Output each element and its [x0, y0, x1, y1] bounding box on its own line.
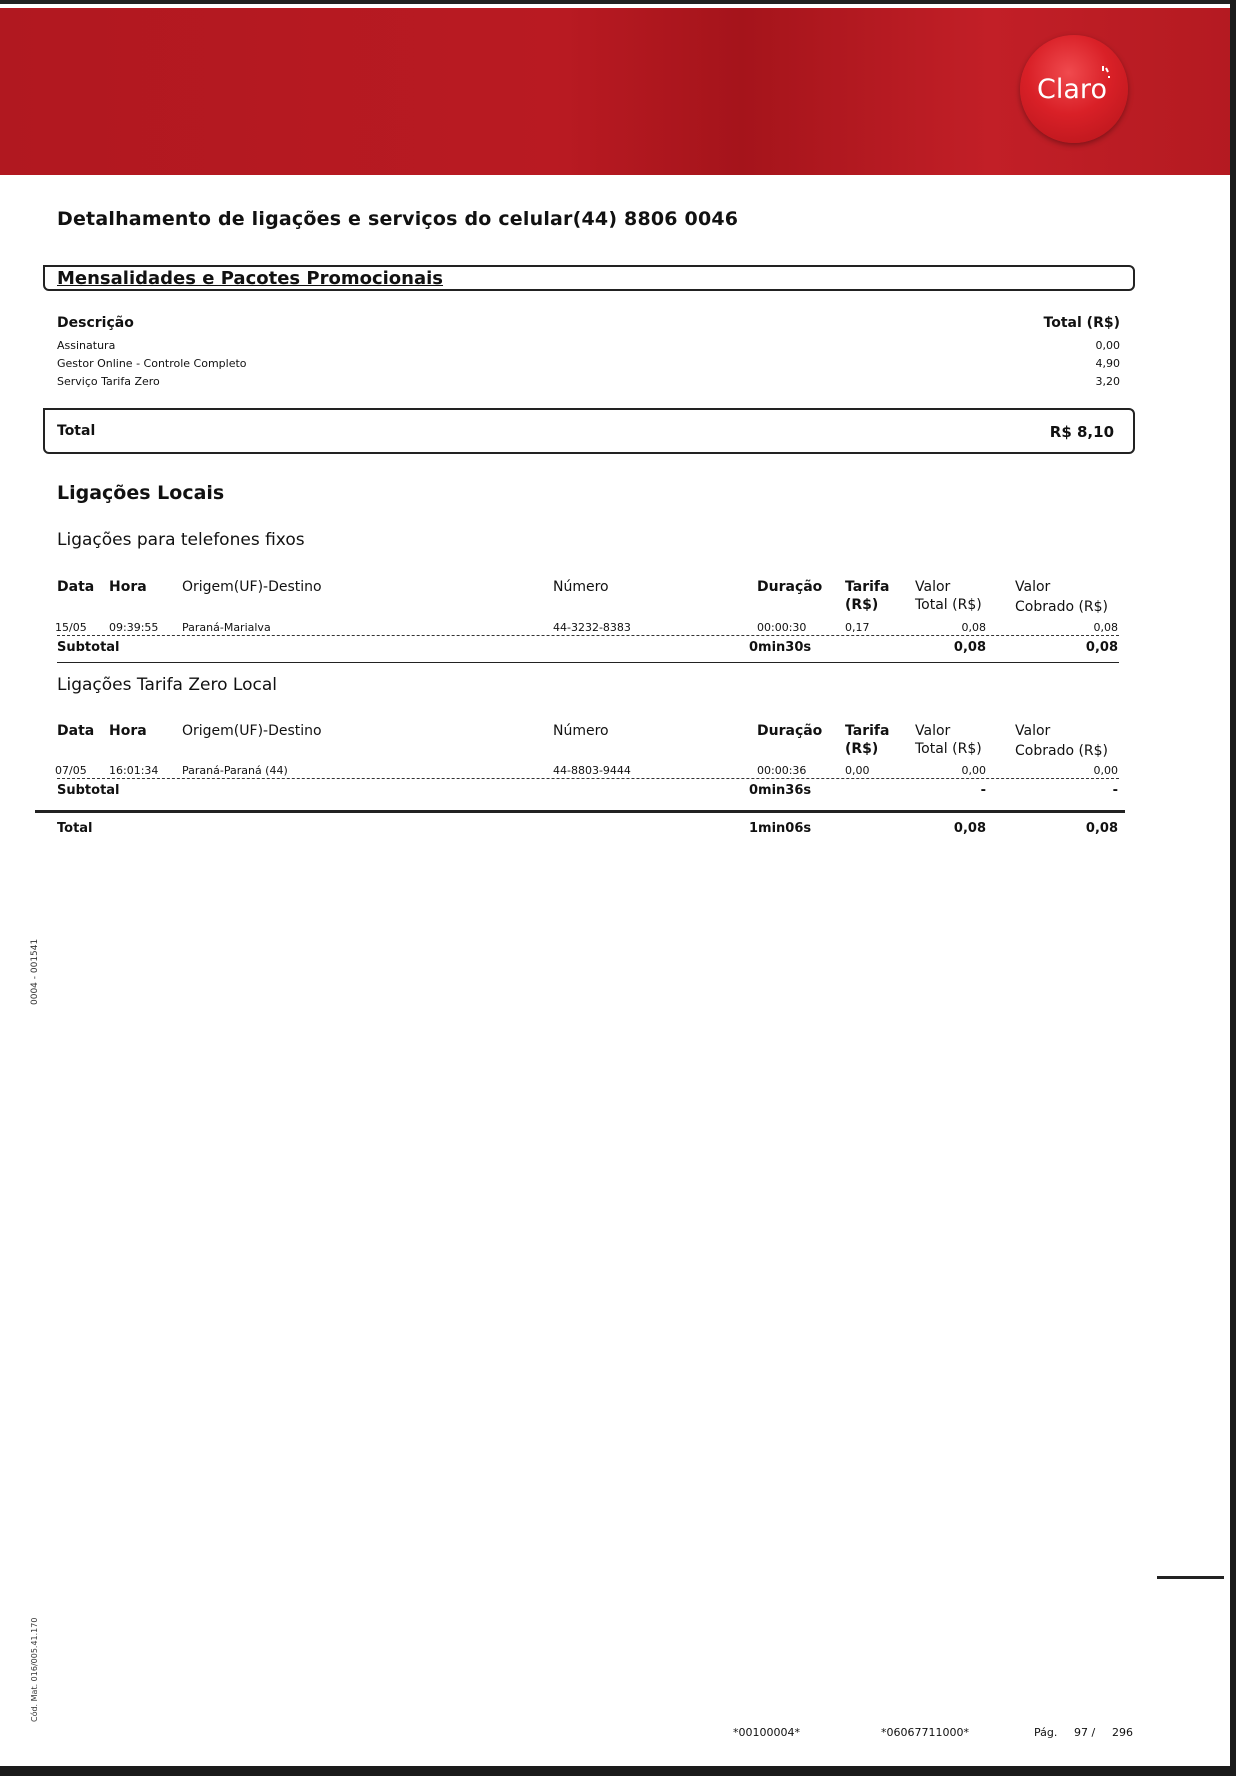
claro-logo [1020, 35, 1128, 143]
col-tarifa: Tarifa [845, 579, 890, 595]
footer-code-2: *06067711000* [881, 1726, 969, 1739]
row-data: 07/05 [55, 764, 87, 777]
scan-edge-right [1230, 0, 1236, 1776]
col-hora: Hora [109, 579, 147, 595]
row-duracao: 00:00:36 [757, 764, 807, 777]
margin-mark [1157, 1576, 1224, 1579]
col-numero: Número [553, 579, 609, 595]
grand-total-label: Total [57, 821, 93, 836]
subtotal-total: - [980, 783, 986, 798]
col-numero: Número [553, 723, 609, 739]
item-description: Gestor Online - Controle Completo [57, 357, 247, 370]
subtotal-duracao: 0min36s [749, 783, 812, 798]
subsection-title-tarifa-zero: Ligações Tarifa Zero Local [57, 675, 277, 695]
grand-total-duracao: 1min06s [749, 821, 812, 836]
col-tarifa-unit: (R$) [845, 597, 879, 613]
col-valor-total-unit: Total (R$) [915, 741, 982, 757]
total-value: R$ 8,10 [1049, 423, 1114, 441]
col-total: Total (R$) [1043, 315, 1120, 331]
col-valor-total: Valor [915, 579, 951, 595]
col-valor-total: Valor [915, 723, 951, 739]
subtotal-label: Subtotal [57, 783, 120, 798]
item-total: 4,90 [1095, 357, 1120, 370]
row-valor-total: 0,08 [961, 621, 986, 634]
row-duracao: 00:00:30 [757, 621, 807, 634]
grand-total-rule [35, 810, 1125, 813]
scan-edge-bottom [0, 1766, 1236, 1776]
col-duracao: Duração [757, 579, 823, 595]
row-origem: Paraná-Marialva [182, 621, 271, 634]
row-hora: 16:01:34 [109, 764, 159, 777]
row-origem: Paraná-Paraná (44) [182, 764, 288, 777]
grand-total-cobrado: 0,08 [1085, 821, 1118, 836]
row-valor-total: 0,00 [961, 764, 986, 777]
row-data: 15/05 [55, 621, 87, 634]
subtotal-total: 0,08 [953, 640, 986, 655]
row-tarifa: 0,17 [845, 621, 870, 634]
subtotal-label: Subtotal [57, 640, 120, 655]
row-numero: 44-8803-9444 [553, 764, 631, 777]
margin-code-top: 0004 - 001541 [30, 938, 40, 1005]
page-count: 296 [1112, 1726, 1133, 1739]
subtotal-cobrado: - [1112, 783, 1118, 798]
item-description: Serviço Tarifa Zero [57, 375, 160, 388]
row-hora: 09:39:55 [109, 621, 159, 634]
col-valor-cobrado: Valor [1015, 723, 1051, 739]
logo-text: Claro [1037, 73, 1107, 105]
grand-total-valor: 0,08 [953, 821, 986, 836]
subtotal-duracao: 0min30s [749, 640, 812, 655]
row-leader-dots [57, 635, 1119, 636]
page-label: Pág. [1034, 1726, 1058, 1739]
col-origem: Origem(UF)-Destino [182, 723, 322, 739]
col-duracao: Duração [757, 723, 823, 739]
item-total: 0,00 [1095, 339, 1120, 352]
subsection-title-fixos: Ligações para telefones fixos [57, 530, 305, 550]
col-valor-cobrado-unit: Cobrado (R$) [1015, 599, 1109, 615]
col-tarifa: Tarifa [845, 723, 890, 739]
footer-code-1: *00100004* [733, 1726, 800, 1739]
total-label: Total [57, 423, 96, 439]
item-description: Assinatura [57, 339, 116, 352]
page-number: 97 / [1074, 1726, 1096, 1739]
col-tarifa-unit: (R$) [845, 741, 879, 757]
top-border [0, 0, 1236, 4]
col-valor-cobrado: Valor [1015, 579, 1051, 595]
col-valor-total-unit: Total (R$) [915, 597, 982, 613]
item-total: 3,20 [1095, 375, 1120, 388]
col-descricao: Descrição [57, 315, 134, 331]
total-box [43, 408, 1135, 454]
section-title-ligacoes-locais: Ligações Locais [57, 482, 225, 504]
row-valor-cobrado: 0,08 [1093, 621, 1118, 634]
subtotal-cobrado: 0,08 [1085, 640, 1118, 655]
col-valor-cobrado-unit: Cobrado (R$) [1015, 743, 1109, 759]
document-title: Detalhamento de ligações e serviços do celular(44) 8806 0046 [57, 208, 739, 230]
row-numero: 44-3232-8383 [553, 621, 631, 634]
col-origem: Origem(UF)-Destino [182, 579, 322, 595]
subtotal-rule [57, 662, 1119, 663]
row-tarifa: 0,00 [845, 764, 870, 777]
col-hora: Hora [109, 723, 147, 739]
section-title-mensalidades: Mensalidades e Pacotes Promocionais [57, 268, 444, 289]
col-data: Data [57, 579, 95, 595]
logo-spark-icon [1096, 65, 1110, 79]
row-leader-dots [57, 778, 1119, 779]
margin-code-bottom: Cód. Mat. 016/005.41.170 [30, 1617, 39, 1722]
col-data: Data [57, 723, 95, 739]
row-valor-cobrado: 0,00 [1093, 764, 1118, 777]
